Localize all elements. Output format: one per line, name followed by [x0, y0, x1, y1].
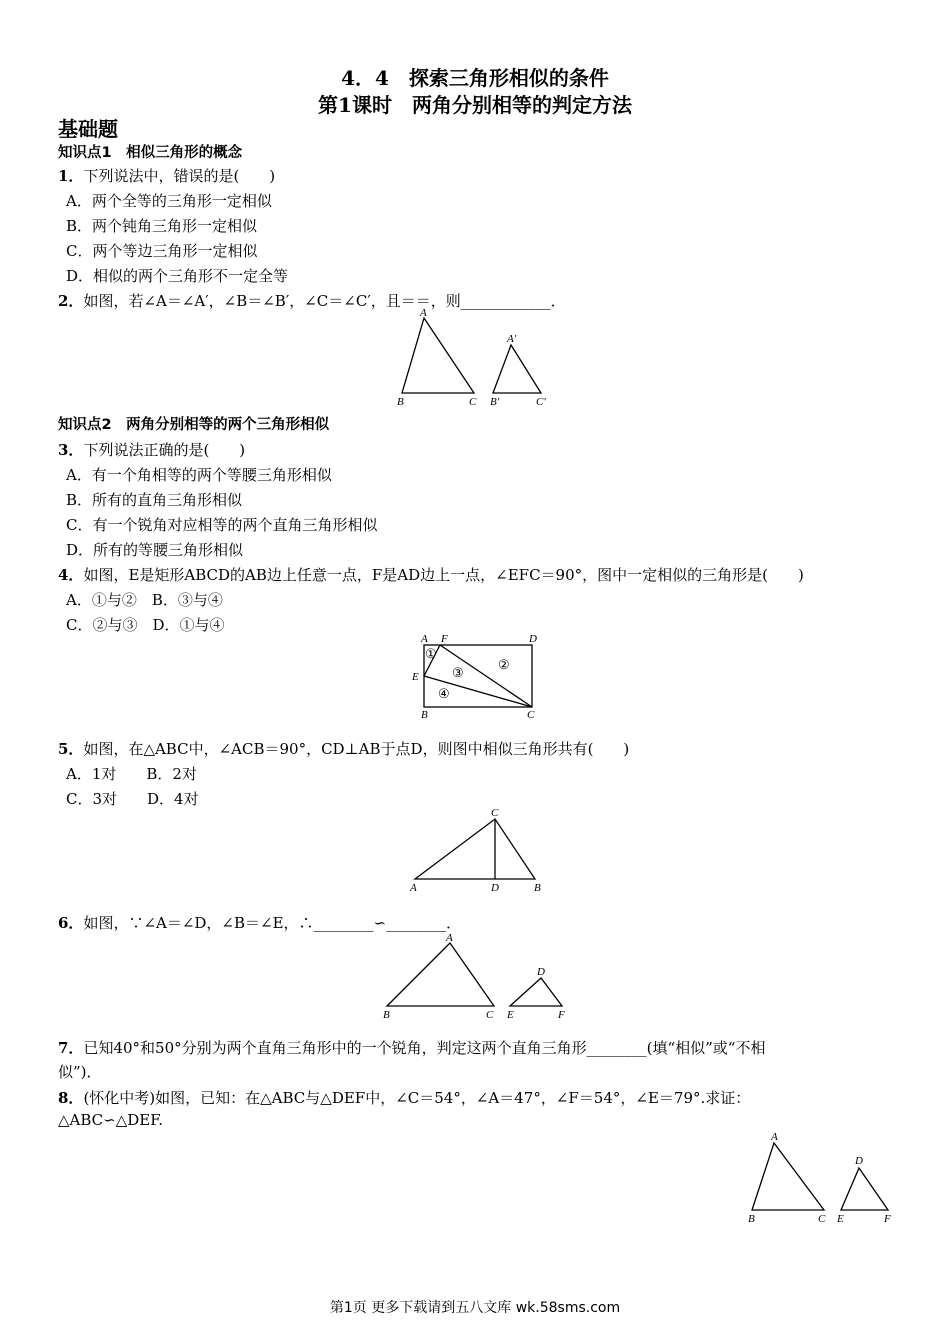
q3-option-b: B．所有的直角三角形相似 — [66, 491, 243, 509]
label-c: C — [491, 807, 499, 819]
knowledge-point-2: 知识点2 两角分别相等的两个三角形相似 — [58, 417, 330, 433]
triangle-def — [510, 978, 562, 1006]
triangle-def — [841, 1168, 888, 1210]
q1-option-b: B．两个钝角三角形一定相似 — [66, 217, 258, 235]
q6-figure — [380, 928, 570, 1023]
q1-option-a: A．两个全等的三角形一定相似 — [66, 192, 272, 210]
question-8-line-2: △ABC∽△DEF. — [58, 1111, 164, 1129]
label-b: B — [397, 396, 404, 408]
label-e: E — [507, 1009, 514, 1021]
region-1-label: ① — [425, 646, 437, 661]
q4-figure — [408, 628, 558, 723]
question-6: 6．如图，∵∠A＝∠D，∠B＝∠E，∴________∽________． — [58, 914, 462, 932]
label-d: D — [537, 966, 545, 978]
region-2-label: ② — [498, 657, 510, 672]
question-7-line-1: 7．已知40°和50°分别为两个直角三角形中的一个锐角，判定这两个直角三角形________(填“相似”或“不相 — [58, 1039, 766, 1057]
triangle-abc — [402, 318, 474, 393]
page-footer: 第1页 更多下载请到五八文库 wk.58sms.com — [329, 1300, 621, 1316]
q5-figure — [400, 802, 560, 897]
label-b-prime: B′ — [490, 396, 500, 408]
page-subtitle: 第1课时 两角分别相等的判定方法 — [318, 93, 632, 117]
q1-option-d: D．相似的两个三角形不一定全等 — [66, 267, 289, 285]
label-a: A — [420, 307, 427, 319]
label-b: B — [748, 1213, 755, 1225]
label-c: C — [527, 709, 535, 721]
question-3: 3．下列说法正确的是( ) — [58, 441, 246, 459]
label-d: D — [855, 1155, 863, 1167]
label-c-prime: C′ — [536, 396, 546, 408]
label-a-prime: A′ — [507, 333, 517, 345]
question-2: 2．如图，若∠A＝∠A′，∠B＝∠B′，∠C＝∠C′，且＝＝，则____________． — [58, 292, 566, 310]
q8-figure — [742, 1128, 902, 1228]
label-c: C — [818, 1213, 826, 1225]
label-d: D — [529, 633, 537, 645]
label-a: A — [421, 633, 428, 645]
q1-option-c: C．两个等边三角形一定相似 — [66, 242, 258, 260]
page-title: 4．4 探索三角形相似的条件 — [341, 66, 609, 90]
region-4-label: ④ — [438, 686, 450, 701]
label-b: B — [421, 709, 428, 721]
q3-option-d: D．所有的等腰三角形相似 — [66, 541, 244, 559]
q4-options-row-1: A．①与② B．③与④ — [66, 591, 223, 609]
q4-options-row-2: C．②与③ D．①与④ — [66, 616, 225, 634]
label-b: B — [383, 1009, 390, 1021]
label-f: F — [884, 1213, 891, 1225]
label-a: A — [410, 882, 417, 894]
question-4: 4．如图，E是矩形ABCD的AB边上任意一点，F是AD边上一点，∠EFC＝90°，图中一定相似的三角形是( ) — [58, 566, 804, 584]
q2-figure — [390, 305, 560, 410]
question-1: 1．下列说法中，错误的是( ) — [58, 167, 276, 185]
q5-options-row-2: C．3对 D．4对 — [66, 790, 199, 808]
label-d: D — [491, 882, 499, 894]
label-a: A — [446, 932, 453, 944]
triangle-a2b2c2 — [493, 345, 541, 393]
label-f: F — [558, 1009, 565, 1021]
label-c: C — [469, 396, 477, 408]
question-8-line-1: 8．(怀化中考)如图，已知：在△ABC与△DEF中，∠C＝54°，∠A＝47°，∠F＝54°，∠E＝79°.求证： — [58, 1089, 751, 1107]
label-e: E — [837, 1213, 844, 1225]
label-b: B — [534, 882, 541, 894]
label-c: C — [486, 1009, 494, 1021]
label-e: E — [412, 671, 419, 683]
region-3-label: ③ — [452, 665, 464, 680]
q3-option-a: A．有一个角相等的两个等腰三角形相似 — [66, 466, 332, 484]
q3-option-c: C．有一个锐角对应相等的两个直角三角形相似 — [66, 516, 378, 534]
question-7-line-2: 似”)． — [58, 1063, 102, 1081]
label-f: F — [441, 633, 448, 645]
q5-options-row-1: A．1对 B．2对 — [66, 765, 197, 783]
section-heading: 基础题 — [58, 117, 118, 141]
label-a: A — [771, 1131, 778, 1143]
triangle-abc — [387, 943, 494, 1006]
knowledge-point-1: 知识点1 相似三角形的概念 — [58, 145, 243, 161]
triangle-abc — [752, 1143, 824, 1210]
triangle-abc — [415, 819, 535, 879]
question-5: 5．如图，在△ABC中，∠ACB＝90°，CD⊥AB于点D，则图中相似三角形共有( ) — [58, 740, 630, 758]
